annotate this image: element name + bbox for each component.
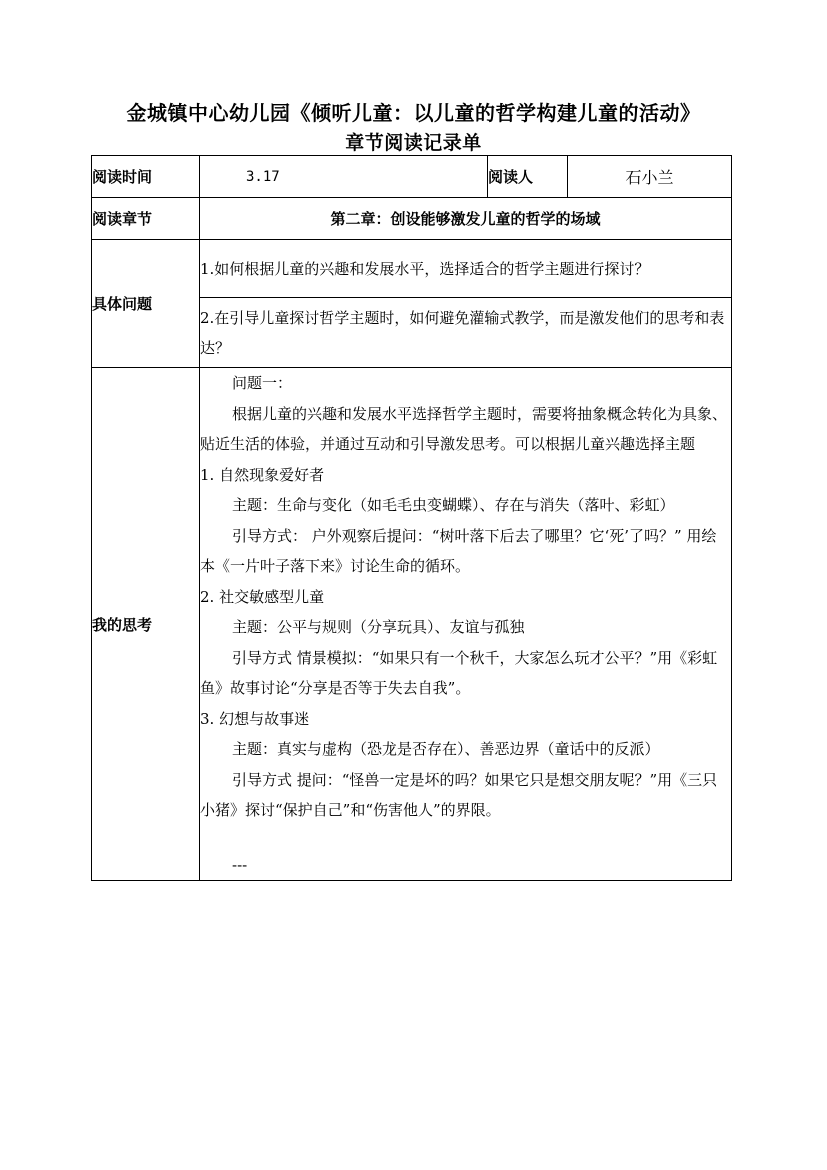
- questions-label: 具体问题: [92, 240, 200, 368]
- thinking-line: ---: [232, 855, 248, 874]
- chapter-label: 阅读章节: [92, 198, 200, 240]
- table-row: [92, 156, 732, 198]
- thinking-line: 主题：真实与虚构（恐龙是否存在）、善恶边界（童话中的反派）: [232, 740, 660, 758]
- thinking-content: [200, 368, 732, 881]
- thinking-line: 引导方式 提问：“怪兽一定是坏的吗？如果它只是想交朋友呢？”用《三只小猪》探讨“保护自己”和“伤害他人”的界限。: [200, 770, 718, 819]
- question-1: 1.如何根据儿童的兴趣和发展水平，选择适合的哲学主题进行探讨？: [200, 240, 732, 298]
- thinking-line: 问题一：: [232, 374, 293, 392]
- question-2: 2.在引导儿童探讨哲学主题时，如何避免灌输式教学，而是激发他们的思考和表达？: [200, 298, 732, 368]
- table-row: [92, 240, 732, 298]
- thinking-line: 主题：公平与规则（分享玩具）、友谊与孤独: [232, 618, 525, 636]
- table-row: [92, 198, 732, 240]
- reading-record-table: [91, 155, 732, 881]
- document-subtitle: 章节阅读记录单: [345, 132, 482, 154]
- chapter-value: 第二章：创设能够激发儿童的哲学的场域: [200, 198, 732, 240]
- thinking-line: 引导方式 情景模拟：“如果只有一个秋千，大家怎么玩才公平？”用《彩虹鱼》故事讨论“分享是否等于失去自我”。: [200, 648, 718, 697]
- thinking-label: 我的思考: [92, 368, 200, 881]
- thinking-line: 1. 自然现象爱好者: [200, 465, 325, 484]
- reading-time-label: 阅读时间: [92, 156, 200, 198]
- document-title: 金城镇中心幼儿园《倾听儿童：以儿童的哲学构建儿童的活动》: [126, 101, 701, 125]
- reader-name: 石小兰: [568, 156, 732, 198]
- thinking-line: 主题：生命与变化（如毛毛虫变蝴蝶）、存在与消失（落叶、彩虹）: [232, 496, 675, 514]
- table-row: [92, 368, 732, 881]
- thinking-line: 3. 幻想与故事迷: [200, 709, 310, 728]
- reading-time-value: 3.17: [200, 156, 488, 198]
- thinking-line: 引导方式： 户外观察后提问：“树叶落下后去了哪里？它‘死’了吗？” 用绘本《一片叶子落下来》讨论生命的循环。: [200, 526, 717, 575]
- thinking-line: 2. 社交敏感型儿童: [200, 587, 325, 606]
- reader-label: 阅读人: [488, 156, 568, 198]
- thinking-line: 根据儿童的兴趣和发展水平选择哲学主题时，需要将抽象概念转化为具象、贴近生活的体验，并通过互动和引导激发思考。可以根据儿童兴趣选择主题: [200, 404, 728, 453]
